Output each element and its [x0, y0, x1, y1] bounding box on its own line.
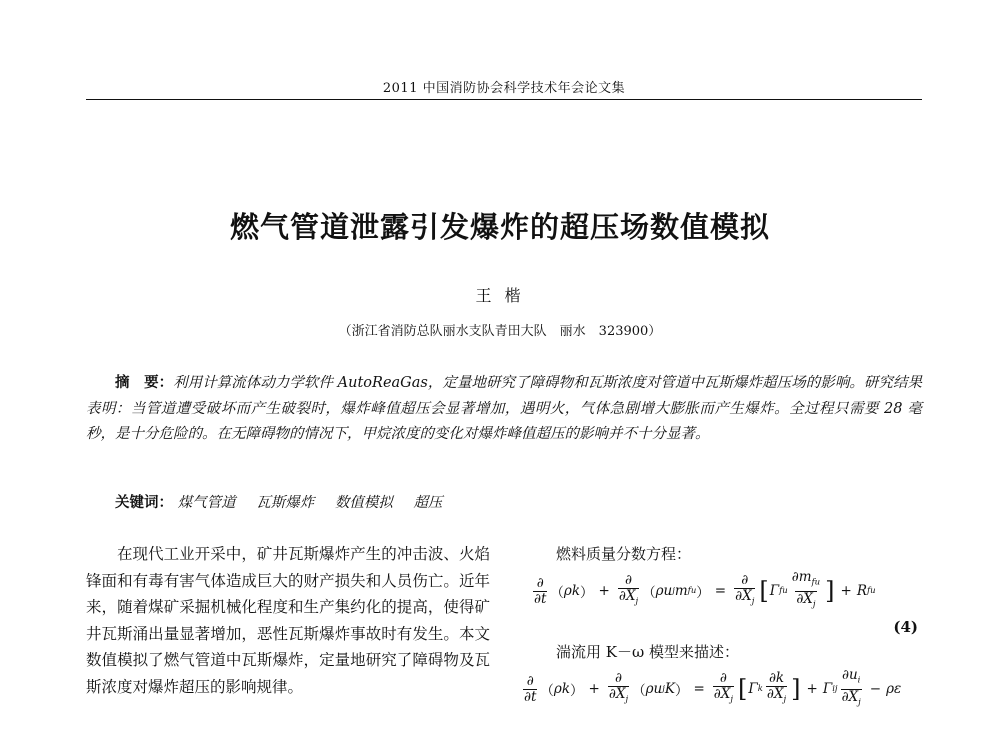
abstract-text: 利用计算流体动力学软件 AutoReaGas，定量地研究了障碍物和瓦斯浓度对管道中瓦斯爆炸超压场的影响。研究结果表明：当管道遭受破坏而产生破裂时，爆炸峰值超压会显著增加，遇明火，气体急剧增大膨胀而产生爆炸。全过程只需要 28 毫秒，是十分危险的。在无障碍物的情况下，甲烷浓度的变化对爆炸峰值超压的影响并不十分显著。 [86, 375, 922, 442]
equation-5: $\frac{\partial}{\partial t}$ （ ρk ） + $\frac{\partial}{\partial X_j}$ （ ρu j K ） = $\frac{\partial}{\partial X_j}$ [ Γ k $\frac{\partial k}{\partial X_j}$ ] + Γ ij $\frac{\partial u_i}{\partial X_j}$ − ρε [520, 665, 922, 713]
header-rule [86, 99, 922, 100]
body-left-column: 在现代工业开采中，矿井瓦斯爆炸产生的冲击波、火焰锋面和有毒有害气体造成巨大的财产损失和人员伤亡。近年来，随着煤矿采掘机械化程度和生产集约化的提高，使得矿井瓦斯涌出量显著增加，恶性瓦斯爆炸事故时有发生。本文数值模拟了燃气管道中瓦斯爆炸，定量地研究了障碍物及瓦斯浓度对爆炸超压的影响规律。 [86, 545, 490, 696]
equation-4: $\frac{\partial}{\partial t}$ （ ρk ） + $\frac{\partial}{\partial X_j}$ （ ρu j m fu ） = $\frac{\partial}{\partial X_j}$ [ Γ fu $\frac{\partial m_{fu}}{\partial X_j}$ ] + R fu [530, 567, 922, 615]
author-affiliation: （浙江省消防总队丽水支队青田大队 丽水 323900） [338, 324, 662, 339]
turbulence-model-label: 湍流用 K－ω 模型来描述： [556, 643, 739, 661]
keyword-item: 瓦斯爆炸 [256, 495, 315, 511]
keywords [86, 491, 922, 512]
abstract-label: 摘 要： [115, 374, 174, 391]
keyword-item: 煤气管道 [177, 495, 236, 511]
fuel-equation-label: 燃料质量分数方程： [556, 545, 692, 563]
keyword-item: 超压 [413, 495, 443, 511]
paper-title: 燃气管道泄露引发爆炸的超压场数值模拟 [229, 210, 770, 244]
keyword-item: 数值模拟 [334, 495, 393, 511]
equation-4-number: (4) [893, 618, 918, 636]
page-header: 2011 中国消防协会科学技术年会论文集 [382, 81, 626, 96]
abstract [86, 370, 922, 448]
keywords-label: 关键词： [115, 494, 173, 511]
author-name: 王 楷 [475, 286, 525, 305]
body-right-column [524, 541, 922, 713]
